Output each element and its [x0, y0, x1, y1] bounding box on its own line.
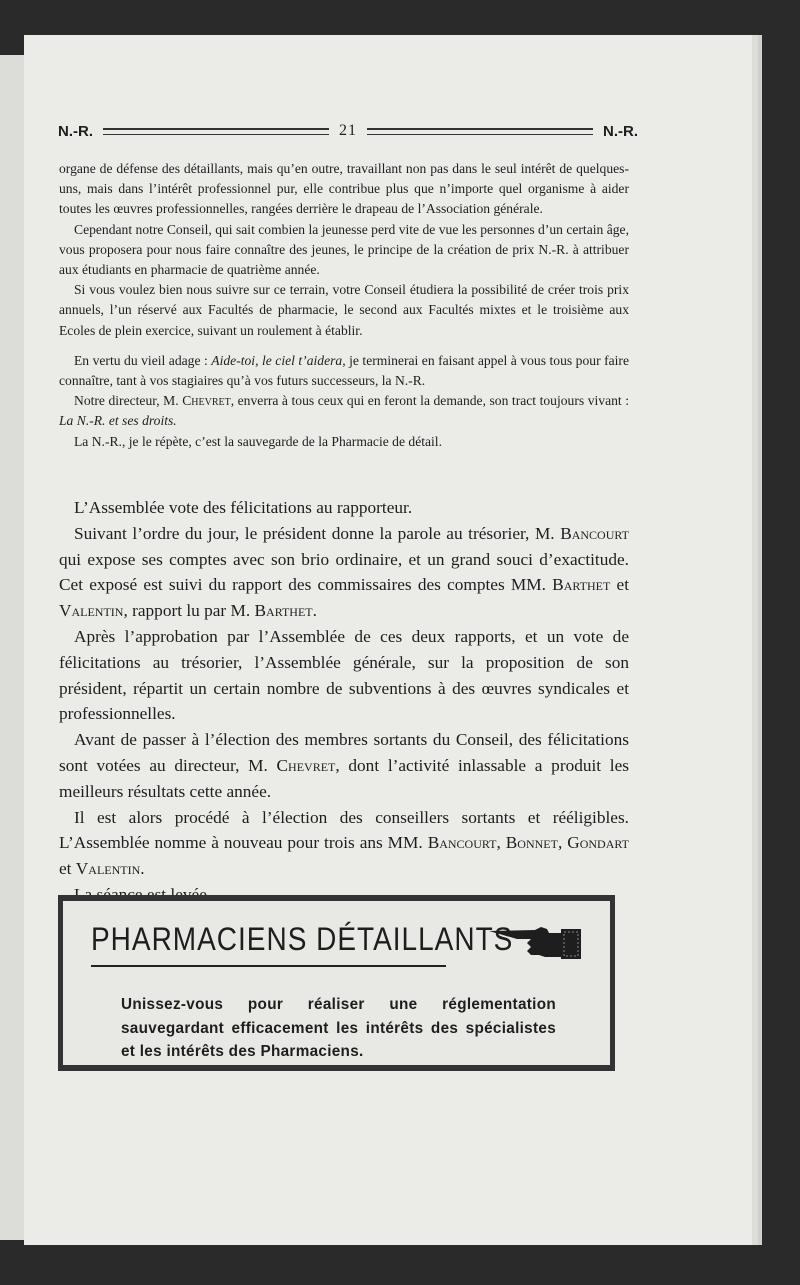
book-page	[24, 35, 752, 1245]
ad-title: PHARMACIENS DÉTAILLANTS	[91, 921, 514, 957]
paragraph: organe de défense des détaillants, mais qu’en outre, travaillant non pas dans le seul intérêt de quelques-uns, mais dans l’intérêt professionnel pur, elle contribue plus que n’importe quel organisme à aider toutes les œuvres professionnelles, rangées derrière le drapeau de l’Association générale.	[59, 161, 629, 217]
paragraph: Cependant notre Conseil, qui sait combien la jeunesse perd vite de vue les personnes d’un certain âge, vous proposera pour nous faire connaître des jeunes, le principe de la création de prix N.-R. à attribuer aux étudiants en pharmacie de quatrième année.	[59, 221, 629, 278]
pointing-hand-icon	[487, 921, 587, 961]
page-number: 21	[339, 122, 357, 139]
report-excerpt	[59, 159, 629, 452]
paragraph: Suivant l’ordre du jour, le président donne la parole au trésorier, M. Bancourt qui expose ses comptes avec son brio ordinaire, et un grand souci d’exactitude. Cet exposé est suivi du rapport des commissaires des comptes MM. Barthet et Valentin, rapport lu par M. Barthet.	[59, 523, 630, 621]
ad-title-underline	[91, 965, 446, 967]
paragraph: En vertu du vieil adage : Aide-toi, le ciel t’aidera, je terminerai en faisant appel à vous tous pour faire connaître, tant à vos stagiaires qu’à vos futurs successeurs, la N.-R.	[59, 352, 629, 389]
advertisement-box	[58, 895, 615, 1071]
paragraph: La N.-R., je le répète, c’est la sauvegarde de la Pharmacie de détail.	[74, 433, 442, 449]
running-header	[58, 121, 638, 141]
header-left: N.-R.	[58, 122, 93, 140]
paragraph: Avant de passer à l’élection des membres sortants du Conseil, des félicitations sont votées au directeur, M. Chevret, dont l’activité inlassable a produit les meilleurs résultats cette année.	[59, 730, 629, 801]
header-rule-right	[367, 128, 593, 135]
paragraph: Il est alors procédé à l’élection des conseillers sortants et rééligibles. L’Assemblée nomme à nouveau pour trois ans MM. Bancourt, Bonnet, Gondart et Valentin.	[59, 807, 630, 879]
header-right: N.-R.	[603, 122, 638, 140]
paragraph: Si vous voulez bien nous suivre sur ce terrain, votre Conseil étudiera la possibilité de créer trois prix annuels, l’un réservé aux Facultés de pharmacie, le second aux Facultés mixtes et le troisième aux Ecoles de plein exercice, suivant un roulement à établir.	[59, 282, 629, 338]
ad-body-text: Unissez-vous pour réaliser une réglementation sauvegardant efficacement les intérêts des spécialistes et les intérêts des Pharmaciens.	[121, 996, 556, 1060]
header-rule-left	[103, 128, 329, 135]
paragraph: Après l’approbation par l’Assemblée de ces deux rapports, et un vote de félicitations au trésorier, l’Assemblée générale, sur la proposition de son président, répartit un certain nombre de subventions à des œuvres syndicales et professionnelles.	[59, 626, 629, 724]
minutes-text	[59, 495, 629, 908]
paragraph: Notre directeur, M. Chevret, enverra à tous ceux qui en feront la demande, son tract toujours vivant : La N.-R. et ses droits.	[59, 393, 629, 429]
paragraph: L’Assemblée vote des félicitations au rapporteur.	[74, 498, 413, 517]
